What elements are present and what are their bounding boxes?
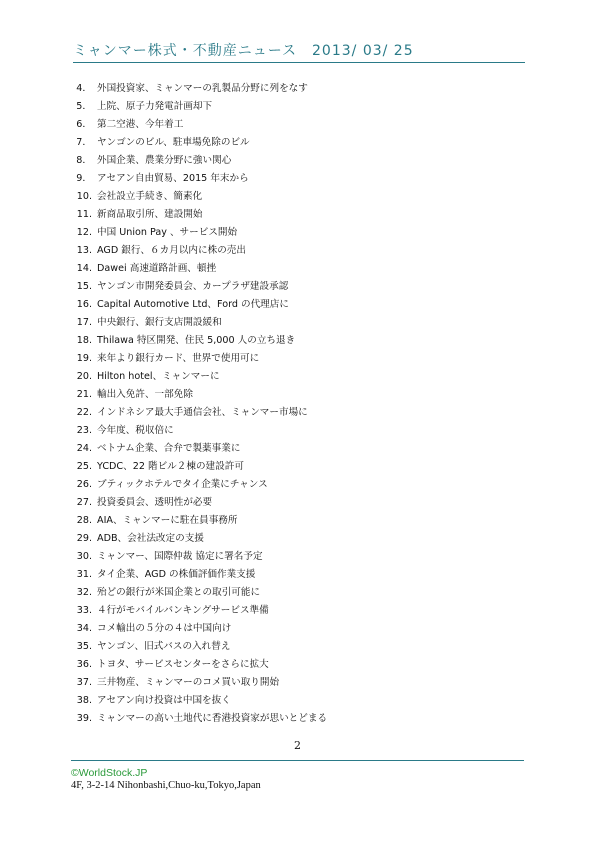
toc-item-number: 25. xyxy=(76,461,92,472)
toc-item xyxy=(70,620,530,638)
toc-item-title: ヤンゴン市開発委員会、カープラザ建設承認 xyxy=(97,281,289,292)
toc-item-title: Hilton hotel、ミャンマーに xyxy=(97,371,220,382)
toc-item xyxy=(70,242,530,260)
toc-item-title: ブティックホテルでタイ企業にチャンス xyxy=(97,479,268,490)
toc-item-number: 39. xyxy=(76,713,92,724)
toc-item xyxy=(70,134,530,152)
toc-item-number: 31. xyxy=(76,569,92,580)
toc-item xyxy=(70,656,530,674)
toc-item-number: 16. xyxy=(76,299,92,310)
toc-item-title: 三井物産、ミャンマーのコメ買い取り開始 xyxy=(97,677,280,688)
toc-item-number: 20. xyxy=(76,371,92,382)
toc-item-number: 27. xyxy=(76,497,92,508)
header-divider xyxy=(73,62,525,63)
toc-item xyxy=(70,566,530,584)
toc-item-title: 中国 Union Pay 、サービス開始 xyxy=(97,227,238,238)
toc-item xyxy=(70,494,530,512)
toc-item-number: 26. xyxy=(76,479,92,490)
header-title: ミャンマー株式・不動産ニュース 2013/ 03/ 25 xyxy=(73,43,414,59)
toc-item-number: 22. xyxy=(76,407,92,418)
toc-item-number: 6． xyxy=(76,119,92,130)
toc-item-number: 5． xyxy=(76,101,92,112)
toc-item xyxy=(70,80,530,98)
toc-item-number: 23. xyxy=(76,425,92,436)
toc-item-title: アセアン自由貿易、2015 年末から xyxy=(97,173,249,184)
toc-item xyxy=(70,674,530,692)
toc-item xyxy=(70,260,530,278)
toc-item xyxy=(70,116,530,134)
toc-item-title: ベトナム企業、合弁で製薬事業に xyxy=(97,443,241,454)
toc-item xyxy=(70,404,530,422)
toc-item xyxy=(70,602,530,620)
toc-item xyxy=(70,224,530,242)
toc-item-number: 24. xyxy=(76,443,92,454)
toc-item-title: YCDC、22 階ビル２棟の建設許可 xyxy=(97,461,244,472)
toc-item-title: ４行がモバイルバンキングサービス準備 xyxy=(97,605,269,616)
toc-item-title: アセアン向け投資は中国を抜く xyxy=(97,695,231,706)
toc-item xyxy=(70,152,530,170)
toc-item-title: 殆どの銀行が米国企業との取引可能に xyxy=(97,587,261,598)
toc-item-title: Capital Automotive Ltd、Ford の代理店に xyxy=(97,299,289,310)
toc-item-title: タイ企業、AGD の株価評価作業支援 xyxy=(97,569,256,580)
toc-item-title: AGD 銀行、６カ月以内に株の売出 xyxy=(97,245,246,256)
toc-item-title: ADB、会社法改定の支援 xyxy=(97,533,204,544)
toc-item-title: 第二空港、今年着工 xyxy=(97,119,184,130)
toc-item-title: ミャンマーの高い土地代に香港投資家が思いとどまる xyxy=(97,713,328,724)
toc-item-number: 33. xyxy=(76,605,92,616)
toc-item-number: 15. xyxy=(76,281,92,292)
toc-item xyxy=(70,314,530,332)
toc-item-title: ミャンマー、国際仲裁 協定に署名予定 xyxy=(97,551,263,562)
toc-item xyxy=(70,422,530,440)
footer-divider xyxy=(71,760,524,761)
toc-item-number: 35. xyxy=(76,641,92,652)
toc-item-title: ヤンゴンのビル、駐車場免除のビル xyxy=(97,137,250,148)
toc-item-number: 34. xyxy=(76,623,92,634)
toc-item xyxy=(70,710,530,728)
toc-item-title: Thilawa 特区開発、住民 5,000 人の立ち退き xyxy=(97,335,296,346)
toc-item-number: 29. xyxy=(76,533,92,544)
toc-item-number: 13. xyxy=(76,245,92,256)
toc-item xyxy=(70,638,530,656)
toc-item-title: 来年より銀行カード、世界で使用可に xyxy=(97,353,260,364)
toc-item-number: 32. xyxy=(76,587,92,598)
page-header xyxy=(73,38,525,64)
toc-item-title: 輸出入免許、一部免除 xyxy=(97,389,193,400)
toc-item-number: 37. xyxy=(76,677,92,688)
toc-item-number: 36. xyxy=(76,659,92,670)
toc-item-title: 外国企業、農業分野に強い関心 xyxy=(97,155,232,166)
toc-item xyxy=(70,188,530,206)
toc-item xyxy=(70,350,530,368)
toc-item-number: 21. xyxy=(76,389,92,400)
footer-brand: ©WorldStock.JP xyxy=(71,767,148,779)
toc-item xyxy=(70,692,530,710)
toc-item xyxy=(70,440,530,458)
toc-item-number: 18. xyxy=(76,335,92,346)
toc-item-title: 会社設立手続き、簡素化 xyxy=(97,191,203,202)
toc-item-title: AIA、ミャンマーに駐在員事務所 xyxy=(97,515,238,526)
toc-item-title: インドネシア最大手通信会社、ミャンマー市場に xyxy=(97,407,308,418)
toc-item-title: 新商品取引所、建設開始 xyxy=(97,209,203,220)
toc-item xyxy=(70,296,530,314)
toc-item xyxy=(70,278,530,296)
toc-item-title: Dawei 高速道路計画、頓挫 xyxy=(97,263,217,274)
toc-item-number: 28. xyxy=(76,515,92,526)
toc-item xyxy=(70,512,530,530)
toc-item xyxy=(70,170,530,188)
toc-item-title: 外国投資家、ミャンマーの乳製品分野に列をなす xyxy=(97,83,308,94)
toc-item-title: トヨタ、サービスセンターをさらに拡大 xyxy=(97,659,269,670)
toc-item-title: 上院、原子力発電計画却下 xyxy=(97,101,213,112)
page-number: 2 xyxy=(294,739,301,752)
toc-item xyxy=(70,386,530,404)
toc-item-number: 4． xyxy=(76,83,92,94)
toc-item xyxy=(70,584,530,602)
toc-item-number: 30. xyxy=(76,551,92,562)
toc-item xyxy=(70,368,530,386)
toc-item xyxy=(70,458,530,476)
toc-item-number: 9． xyxy=(76,173,92,184)
toc-item-title: コメ輸出の５分の４は中国向け xyxy=(97,623,232,634)
toc-item-number: 12. xyxy=(76,227,92,238)
toc-item-number: 14. xyxy=(76,263,92,274)
toc-item-number: 8． xyxy=(76,155,92,166)
table-of-contents xyxy=(70,80,530,728)
toc-item-number: 17. xyxy=(76,317,92,328)
toc-item-number: 38. xyxy=(76,695,92,706)
toc-item xyxy=(70,98,530,116)
toc-item xyxy=(70,476,530,494)
toc-item xyxy=(70,332,530,350)
footer-address: 4F, 3-2-14 Nihonbashi,Chuo-ku,Tokyo,Japan xyxy=(71,780,261,791)
toc-item-number: 7． xyxy=(76,137,92,148)
toc-item-title: ヤンゴン、旧式バスの入れ替え xyxy=(97,641,231,652)
toc-item-title: 今年度、税収倍に xyxy=(97,425,174,436)
toc-item xyxy=(70,206,530,224)
toc-item-title: 中央銀行、銀行支店開設緩和 xyxy=(97,317,222,328)
toc-item-number: 11. xyxy=(76,209,92,220)
toc-item-title: 投資委員会、透明性が必要 xyxy=(97,497,213,508)
toc-item xyxy=(70,548,530,566)
toc-item-number: 10. xyxy=(76,191,92,202)
toc-item xyxy=(70,530,530,548)
toc-item-number: 19. xyxy=(76,353,92,364)
